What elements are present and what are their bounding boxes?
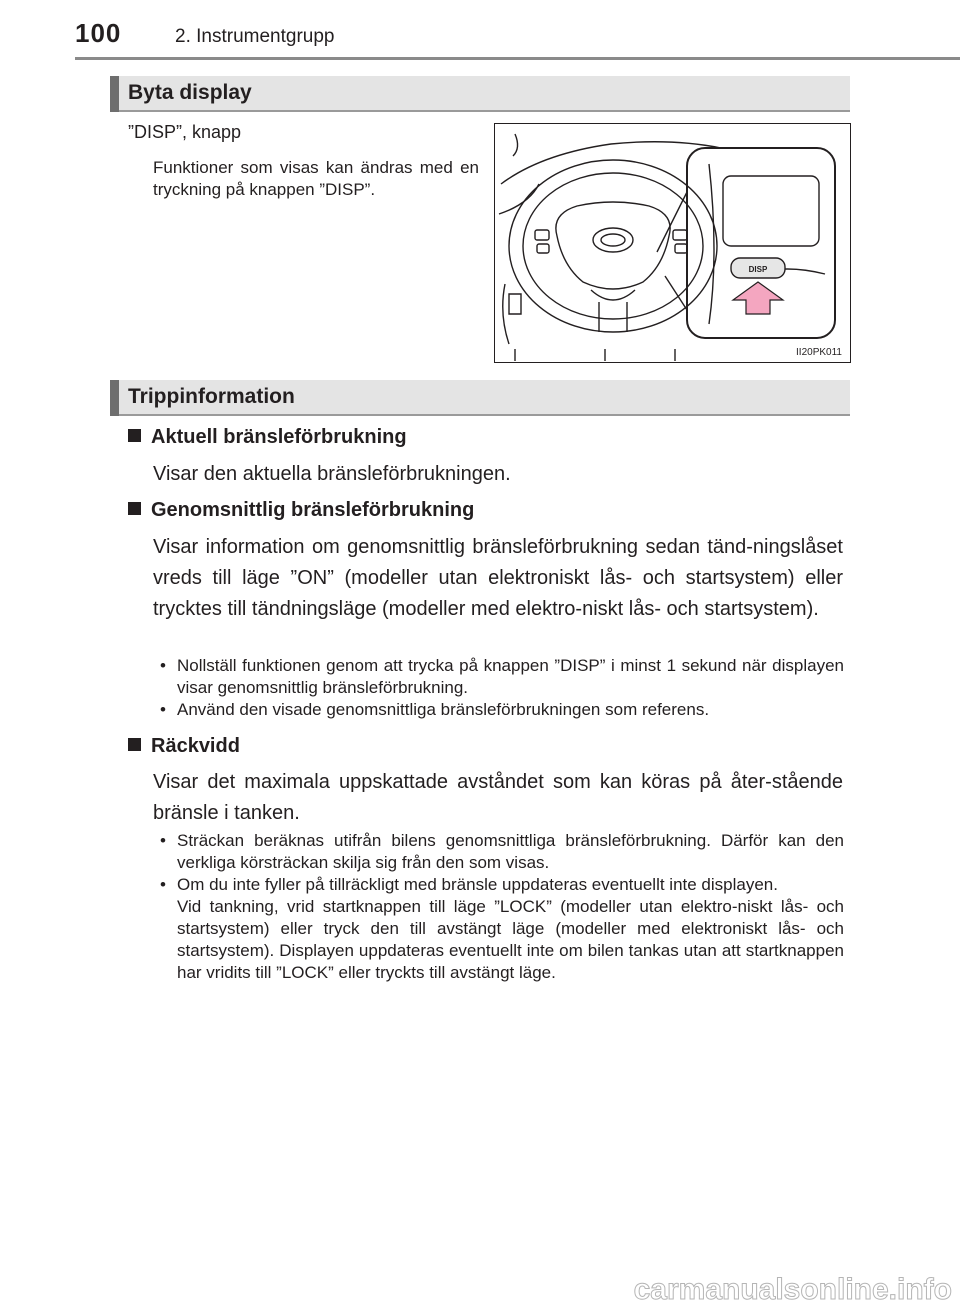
- square-bullet-icon: [128, 502, 141, 515]
- section-bar-trippinformation: [110, 380, 850, 416]
- subhead-text: Genomsnittlig bränsleförbrukning: [151, 499, 475, 521]
- figure-code: II20PK011: [796, 347, 842, 358]
- body-rackvidd: Visar det maximala uppskattade avståndet som kan köras på åter-stående bränsle i tanken.: [153, 771, 843, 824]
- subhead-rackvidd: [128, 735, 240, 758]
- list-item: [160, 874, 844, 984]
- body-genomsnittlig: Visar information om genomsnittlig bränsleförbrukning sedan tänd-ningslåset vreds till läge ”ON” (modeller utan elektroniskt lås- och startsystem) eller trycktes till tändningsläge (modeller med elektro-niskt lås- och startsystem).: [153, 536, 843, 620]
- header-rule: [75, 57, 960, 60]
- up-arrow-icon: [733, 282, 783, 314]
- section-bar-byta-display: [110, 76, 850, 112]
- subhead-text: Räckvidd: [151, 735, 240, 757]
- bullets-genomsnittlig: [160, 655, 844, 721]
- section-accent: [110, 380, 119, 416]
- bullets-rackvidd: [160, 830, 844, 984]
- list-item: • Nollställ funktionen genom att trycka på knappen ”DISP” i minst 1 sekund när displayen visar genomsnittlig bränsleförbrukning.: [160, 655, 844, 699]
- subhead-aktuell: [128, 426, 407, 449]
- chapter-title: 2. Instrumentgrupp: [175, 26, 335, 47]
- disp-button-text: DISP: [748, 265, 768, 274]
- watermark-text: carmanualsonline.info: [633, 1273, 952, 1306]
- subhead-genomsnittlig: [128, 499, 474, 522]
- list-item: • Använd den visade genomsnittliga bränsleförbrukningen som referens.: [160, 699, 844, 721]
- square-bullet-icon: [128, 429, 141, 442]
- section-title: Byta display: [128, 81, 252, 104]
- steering-wheel-illustration: [495, 124, 850, 362]
- subhead-text: Aktuell bränsleförbrukning: [151, 426, 407, 448]
- disp-button-label: ”DISP”, knapp: [128, 122, 242, 142]
- square-bullet-icon: [128, 738, 141, 751]
- list-item: • Sträckan beräknas utifrån bilens genomsnittliga bränsleförbrukning. Därför kan den verkliga körsträckan skilja sig från den som visas.: [160, 830, 844, 874]
- section-accent: [110, 76, 119, 112]
- page-number: 100: [75, 18, 122, 48]
- steering-wheel-figure: [494, 123, 851, 363]
- disp-description: Funktioner som visas kan ändras med en tryckning på knappen ”DISP”.: [153, 158, 479, 199]
- watermark: [0, 1267, 960, 1307]
- bullet-continuation: Vid tankning, vrid startknappen till läge ”LOCK” (modeller utan elektro-niskt lås- och startsystem) eller tryck den till avstängt läge (modeller med elektroniskt lås- och startsystem). Displayen uppdateras eventuellt inte om bilen tankas utan att startknappen har vridits till ”LOCK” eller tryckts till avstängt läge.: [177, 897, 844, 982]
- body-aktuell: Visar den aktuella bränsleförbrukningen.: [153, 463, 511, 485]
- bullet-text: Om du inte fyller på tillräckligt med bränsle uppdateras eventuellt inte displayen.: [177, 875, 778, 894]
- section-title: Trippinformation: [128, 385, 295, 408]
